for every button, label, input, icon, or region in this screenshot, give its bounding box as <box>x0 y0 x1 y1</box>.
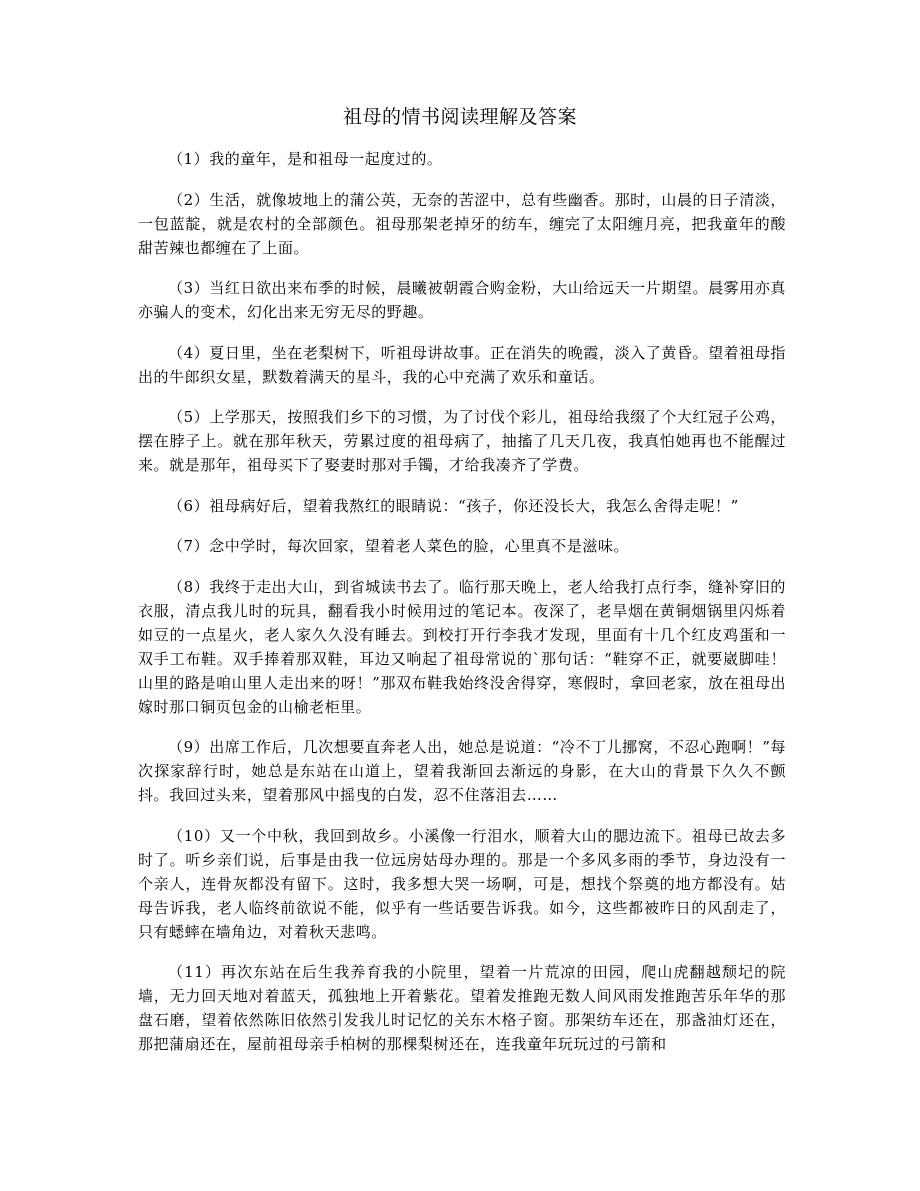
paragraph-8: （8）我终于走出大山，到省城读书去了。临行那天晚上，老人给我打点行李，缝补穿旧的衣服，清点我儿时的玩具，翻看我小时候用过的笔记本。夜深了，老旱烟在黄铜烟锅里闪烁着如豆的一点星火，老人家久久没有睡去。到校打开行李我才发现，里面有十几个红皮鸡蛋和一双手工布鞋。双手捧着那双鞋，耳边又响起了祖母常说的`那句话：“鞋穿不正，就要崴脚哇！山里的路是咱山里人走出来的呀！”那双布鞋我始终没舍得穿，寒假时，拿回老家，放在祖母出嫁时那口铜页包金的山榆老柜里。 <box>138 577 786 716</box>
paragraph-4: （4）夏日里，坐在老梨树下，听祖母讲故事。正在消失的晚霞，淡入了黄昏。望着祖母指出的牛郎织女星，默数着满天的星斗，我的心中充满了欢乐和童话。 <box>138 343 786 386</box>
paragraph-6: （6）祖母病好后，望着我熬红的眼睛说：“孩子，你还没长大，我怎么舍得走呢！” <box>168 496 739 515</box>
document-body <box>138 147 786 1073</box>
paragraph-3: （3）当红日欲出来布季的时候，晨曦被朝霞合购金粉，大山给远天一片期望。晨雾用亦真亦骗人的变术，幻化出来无穷无尽的野趣。 <box>138 279 786 321</box>
paragraph-9: （9）出席工作后，几次想要直奔老人出，她总是说道：“冷不丁儿挪窝，不忍心跑啊！”每次探家辞行时，她总是东站在山道上，望着我渐回去渐远的身影，在大山的背景下久久不颤抖。我回过头来，望着那风中摇曳的白发，忍不住落泪去…… <box>138 738 786 804</box>
paragraph-7: （7）念中学时，每次回家，望着老人菜色的脸，心里真不是滋味。 <box>168 537 630 555</box>
paragraph-10: （10）又一个中秋，我回到故乡。小溪像一行泪水，顺着大山的腮边流下。祖母已故去多时了。听乡亲们说，后事是由我一位远房姑母办理的。那是一个多风多雨的季节，身边没有一个亲人，连骨灰都没有留下。这时，我多想大哭一场啊，可是，想找个祭奠的地方都没有。姑母告诉我，老人临终前欲说不能，似乎有一些话要告诉我。如今，这些都被昨日的风刮走了，只有蟋蟀在墙角边，对着秋天悲鸣。 <box>138 826 786 941</box>
paragraph-1: （1）我的童年，是和祖母一起度过的。 <box>168 150 443 168</box>
paragraph-5: （5）上学那天，按照我们乡下的习惯，为了讨伐个彩儿，祖母给我缀了个大红冠子公鸡，摆在脖子上。就在那年秋天，劳累过度的祖母病了，抽搐了几天几夜，我真怕她再也不能醒过来。就是那年，祖母买下了娶妻时那对手镯，才给我凑齐了学费。 <box>138 408 786 474</box>
paragraph-2: （2）生活，就像坡地上的蒲公英，无奈的苦涩中，总有些幽香。那时，山晨的日子清淡，一包蓝靛，就是农村的全部颜色。祖母那架老掉牙的纺车，缠完了太阳缠月亮，把我童年的酸甜苦辣也都缠在了上面。 <box>138 190 786 257</box>
paragraph-11: （11）再次东站在后生我养育我的小院里，望着一片荒凉的田园，爬山虎翻越颓圮的院墙，无力回天地对着蓝天，孤独地上开着紫花。望着发推跑无数人间风雨发推跑苦乐年华的那盘石磨，望着依然陈旧依然引发我儿时记忆的关东木格子窗。那架纺车还在，那盏油灯还在，那把蒲扇还在，屋前祖母亲手柏树的那棵梨树还在，连我童年玩玩过的弓箭和 <box>138 963 786 1053</box>
document-title: 祖母的情书阅读理解及答案 <box>342 106 577 128</box>
